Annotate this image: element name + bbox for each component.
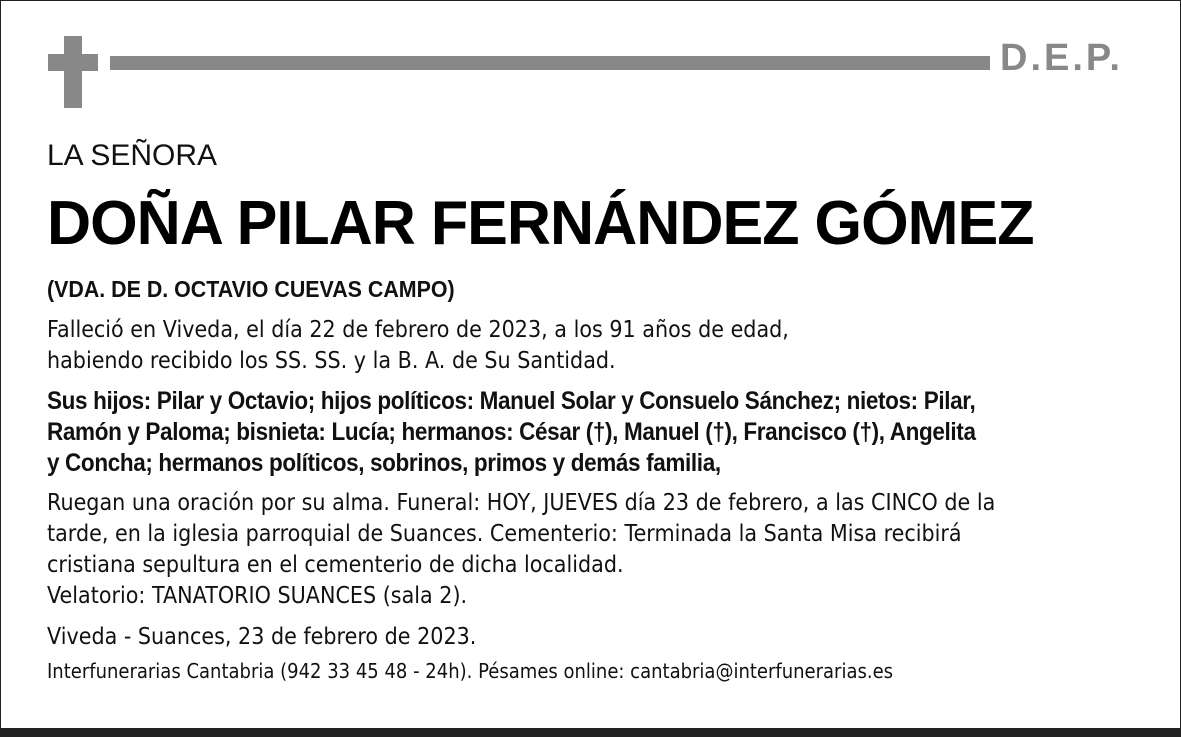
death-paragraph — [47, 315, 789, 377]
family-line: y Concha; hermanos políticos, sobrinos, primos y demás familia, — [47, 449, 721, 477]
deceased-name: DOÑA PILAR FERNÁNDEZ GÓMEZ — [47, 189, 1034, 258]
service-line: Ruegan una oración por su alma. Funeral: HOY, JUEVES día 23 de febrero, a las CINCO de la — [47, 490, 996, 516]
widow-of: (VDA. DE D. OCTAVIO CUEVAS CAMPO) — [47, 276, 455, 302]
death-line: Falleció en Viveda, el día 22 de febrero de 2023, a los 91 años de edad, — [47, 317, 789, 343]
title-prefix: LA SEÑORA — [47, 139, 218, 172]
service-line: tarde, en la iglesia parroquial de Suances. Cementerio: Terminada la Santa Misa recibirá — [47, 521, 962, 547]
service-paragraph — [47, 488, 995, 612]
header-rule — [110, 56, 990, 70]
footer-contact: Interfunerarias Cantabria (942 33 45 48 - 24h). Pésames online: cantabria@interfunerarias.es — [47, 659, 894, 683]
place-date: Viveda - Suances, 23 de febrero de 2023. — [47, 624, 477, 650]
dep-label: D.E.P. — [1000, 37, 1123, 79]
service-line: Velatorio: TANATORIO SUANCES (sala 2). — [47, 583, 468, 609]
death-line: habiendo recibido los SS. SS. y la B. A. de Su Santidad. — [47, 348, 616, 374]
family-line: Ramón y Paloma; bisnieta: Lucía; hermanos: César (†), Manuel (†), Francisco (†), Angelita — [47, 418, 976, 446]
cross-icon-vertical — [64, 36, 82, 108]
family-line: Sus hijos: Pilar y Octavio; hijos políticos: Manuel Solar y Consuelo Sánchez; nietos: Pilar, — [47, 387, 976, 415]
service-line: cristiana sepultura en el cementerio de dicha localidad. — [47, 552, 624, 578]
family-paragraph — [47, 386, 976, 479]
cross-icon-horizontal — [48, 54, 98, 71]
